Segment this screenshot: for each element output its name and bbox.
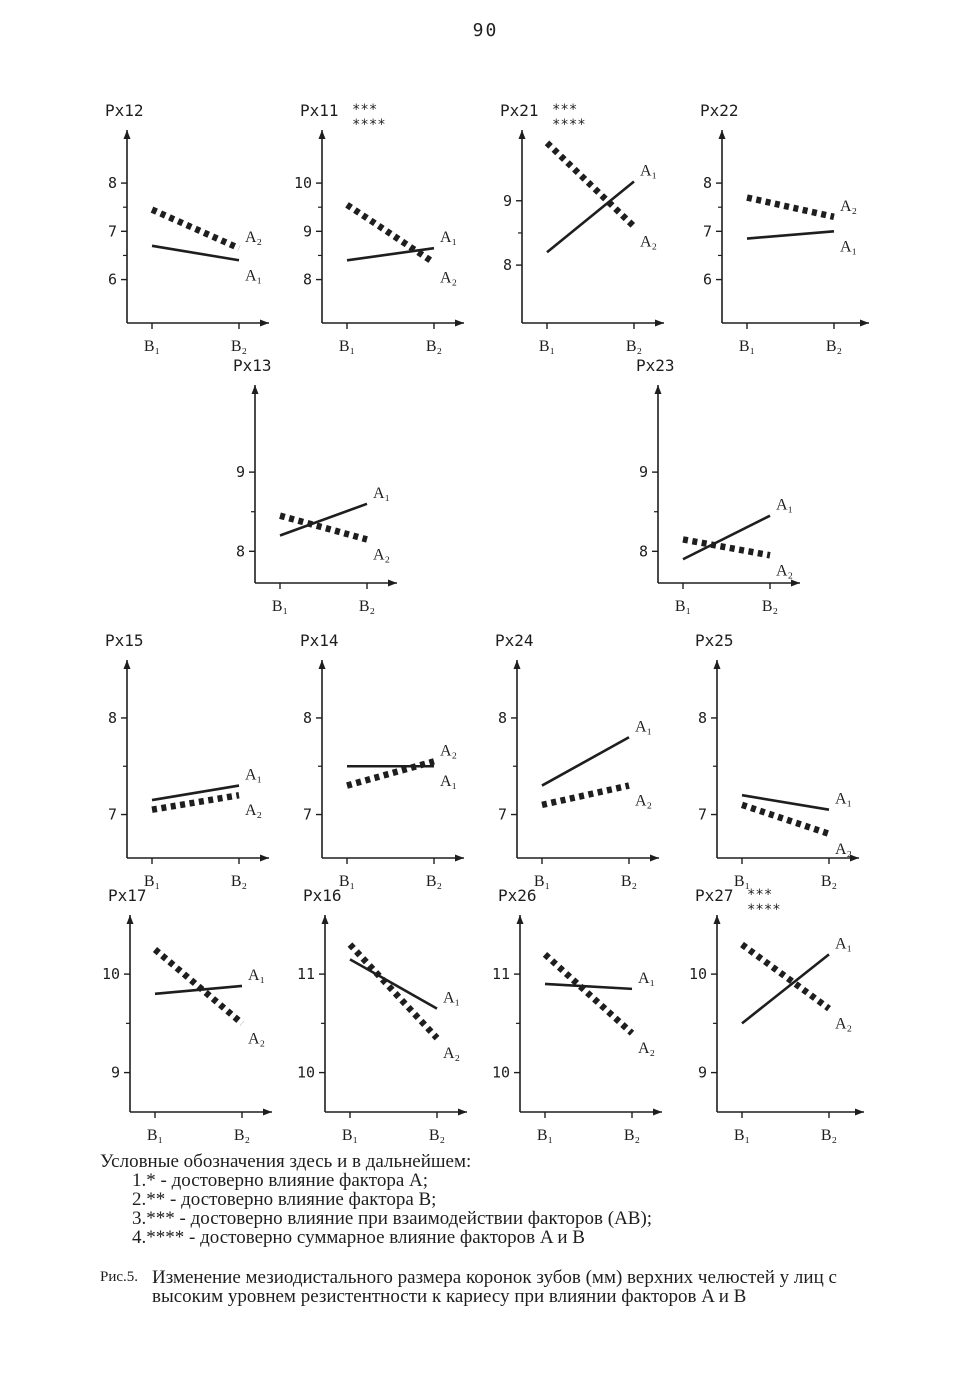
series-label: A₂ <box>443 1045 461 1063</box>
series-label: A₁ <box>840 238 858 256</box>
chart-panel <box>492 886 662 1144</box>
series-line-a2 <box>542 786 629 805</box>
chart-panel <box>500 101 664 355</box>
y-tick-label: 10 <box>101 965 120 984</box>
y-axis-arrow <box>124 660 131 669</box>
x-axis-arrow <box>455 855 464 862</box>
y-tick-label: 7 <box>107 222 117 241</box>
series-label: A₂ <box>245 802 263 820</box>
x-axis-arrow <box>650 855 659 862</box>
y-tick-label: 7 <box>697 805 707 824</box>
x-axis-arrow <box>855 1109 864 1116</box>
series-label: A₂ <box>638 1040 656 1058</box>
series-label: A₁ <box>440 773 458 791</box>
series-line-a2 <box>747 198 834 217</box>
series-label: A₁ <box>640 162 658 180</box>
series-line-a1 <box>742 954 829 1023</box>
chart-title: Px15 <box>105 631 144 650</box>
y-axis-arrow <box>517 915 524 924</box>
x-axis-arrow <box>655 320 664 327</box>
x-tick-label: B₂ <box>820 1127 838 1144</box>
series-line-a2 <box>350 945 437 1039</box>
chart-title: Px17 <box>108 886 147 905</box>
chart-panel <box>695 631 859 890</box>
y-tick-label: 10 <box>293 174 312 193</box>
chart-panel <box>297 886 467 1144</box>
significance-stars: *** <box>747 887 773 903</box>
x-axis-arrow <box>653 1109 662 1116</box>
x-tick-label: B₁ <box>341 1127 359 1144</box>
series-label: A₁ <box>248 966 266 984</box>
y-axis-arrow <box>124 130 131 139</box>
figure-caption <box>100 1268 840 1306</box>
series-label: A₂ <box>248 1030 266 1048</box>
x-tick-label: B₁ <box>533 873 551 890</box>
chart-panel <box>233 356 397 615</box>
y-tick-label: 8 <box>638 542 648 561</box>
series-label: A₂ <box>440 269 458 287</box>
y-tick-label: 8 <box>107 708 117 727</box>
y-axis-arrow <box>322 915 329 924</box>
y-tick-label: 11 <box>491 965 510 984</box>
y-tick-label: 10 <box>296 1063 315 1082</box>
x-tick-label: B₂ <box>620 873 638 890</box>
series-label: A₂ <box>776 562 794 580</box>
y-tick-label: 8 <box>302 708 312 727</box>
y-tick-label: 9 <box>110 1063 120 1082</box>
x-tick-label: B₁ <box>146 1127 164 1144</box>
chart-title: Px13 <box>233 356 272 375</box>
series-label: A₂ <box>635 792 653 810</box>
chart-title: Px11 <box>300 101 339 120</box>
chart-panel <box>689 886 864 1144</box>
significance-stars: **** <box>747 902 781 918</box>
series-line-a2 <box>742 945 829 1009</box>
x-tick-label: B₂ <box>623 1127 641 1144</box>
chart-title: Px24 <box>495 631 534 650</box>
series-label: A₂ <box>245 229 263 247</box>
y-axis-arrow <box>514 660 521 669</box>
x-tick-label: B₁ <box>733 873 751 890</box>
x-tick-label: B₂ <box>230 873 248 890</box>
series-label: A₁ <box>776 496 794 514</box>
y-tick-label: 6 <box>107 270 117 289</box>
y-tick-label: 10 <box>491 1063 510 1082</box>
series-label: A₁ <box>373 484 391 502</box>
x-axis-arrow <box>263 1109 272 1116</box>
y-axis-arrow <box>714 660 721 669</box>
y-tick-label: 8 <box>107 174 117 193</box>
y-tick-label: 8 <box>235 542 245 561</box>
chart-title: Px21 <box>500 101 539 120</box>
y-tick-label: 9 <box>697 1063 707 1082</box>
y-tick-label: 9 <box>502 191 512 210</box>
x-tick-label: B₂ <box>358 598 376 615</box>
x-tick-label: B₂ <box>230 338 248 355</box>
series-label: A₁ <box>835 935 853 953</box>
legend-item: 2.** - достоверно влияние фактора B; <box>132 1189 437 1210</box>
series-line-a1 <box>152 246 239 260</box>
page-number: 90 <box>472 20 499 41</box>
x-tick-label: B₁ <box>674 598 692 615</box>
x-axis-arrow <box>455 320 464 327</box>
series-line-a1 <box>683 516 770 560</box>
chart-title: Px14 <box>300 631 339 650</box>
y-tick-label: 7 <box>702 222 712 241</box>
series-label: A₂ <box>440 742 458 760</box>
series-label: A₂ <box>835 1015 853 1033</box>
x-tick-label: B₂ <box>425 338 443 355</box>
series-label: A₁ <box>440 229 458 247</box>
y-axis-arrow <box>719 130 726 139</box>
y-tick-label: 9 <box>235 463 245 482</box>
chart-panel <box>105 631 269 890</box>
x-axis-arrow <box>791 580 800 587</box>
series-line-a1 <box>747 231 834 238</box>
series-label: A₁ <box>443 989 461 1007</box>
x-tick-label: B₁ <box>271 598 289 615</box>
x-tick-label: B₁ <box>143 338 161 355</box>
significance-stars: **** <box>552 117 586 133</box>
series-label: A₁ <box>245 766 263 784</box>
x-tick-label: B₂ <box>425 873 443 890</box>
series-label: A₁ <box>835 790 853 808</box>
x-tick-label: B₁ <box>538 338 556 355</box>
series-line-a1 <box>542 737 629 785</box>
x-tick-label: B₂ <box>820 873 838 890</box>
chart-panel <box>700 101 869 355</box>
y-axis-arrow <box>519 130 526 139</box>
series-label: A₁ <box>638 969 656 987</box>
chart-title: Px23 <box>636 356 675 375</box>
x-tick-label: B₁ <box>536 1127 554 1144</box>
series-label: A₂ <box>373 546 391 564</box>
chart-title: Px27 <box>695 886 734 905</box>
legend-heading: Условные обозначения здесь и в дальнейшем: <box>100 1151 472 1172</box>
chart-panel <box>102 886 272 1144</box>
chart-title: Px12 <box>105 101 144 120</box>
series-line-a2 <box>152 210 239 249</box>
y-tick-label: 11 <box>296 965 315 984</box>
series-label: A₂ <box>835 840 853 858</box>
series-label: A₂ <box>640 233 658 251</box>
x-tick-label: B₁ <box>738 338 756 355</box>
x-axis-arrow <box>260 855 269 862</box>
y-tick-label: 9 <box>302 222 312 241</box>
y-tick-label: 7 <box>302 805 312 824</box>
x-tick-label: B₂ <box>233 1127 251 1144</box>
series-line-a1 <box>545 984 632 989</box>
x-tick-label: B₂ <box>625 338 643 355</box>
y-axis-arrow <box>714 915 721 924</box>
significance-stars: *** <box>552 102 578 118</box>
x-tick-label: B₁ <box>338 338 356 355</box>
x-tick-label: B₂ <box>761 598 779 615</box>
y-tick-label: 8 <box>697 708 707 727</box>
caption-label: Рис.5. <box>100 1269 139 1285</box>
y-tick-label: 9 <box>638 463 648 482</box>
series-line-a2 <box>547 143 634 227</box>
chart-title: Px25 <box>695 631 734 650</box>
series-label: A₂ <box>840 197 858 215</box>
series-label: A₁ <box>635 718 653 736</box>
legend-item: 4.**** - достоверно суммарное влияние факторов A и B <box>132 1227 585 1248</box>
y-tick-label: 10 <box>688 965 707 984</box>
x-axis-arrow <box>388 580 397 587</box>
chart-panel <box>300 631 464 890</box>
chart-title: Px22 <box>700 101 739 120</box>
x-axis-arrow <box>260 320 269 327</box>
chart-panel <box>636 356 800 615</box>
y-tick-label: 7 <box>107 805 117 824</box>
x-tick-label: B₁ <box>338 873 356 890</box>
legend-item: 1.* - достоверно влияние фактора A; <box>132 1170 429 1191</box>
series-line-a2 <box>742 805 829 834</box>
x-tick-label: B₂ <box>428 1127 446 1144</box>
y-axis-arrow <box>655 385 662 394</box>
legend <box>100 1152 860 1247</box>
series-label: A₁ <box>245 267 263 285</box>
legend-item: 3.*** - достоверно влияние при взаимодействии факторов (AB); <box>132 1208 653 1229</box>
y-tick-label: 8 <box>502 256 512 275</box>
y-axis-arrow <box>319 130 326 139</box>
y-tick-label: 6 <box>702 270 712 289</box>
x-tick-label: B₁ <box>143 873 161 890</box>
y-axis-arrow <box>252 385 259 394</box>
x-axis-arrow <box>458 1109 467 1116</box>
y-tick-label: 7 <box>497 805 507 824</box>
significance-stars: *** <box>352 102 378 118</box>
y-axis-arrow <box>319 660 326 669</box>
series-line-a1 <box>152 786 239 800</box>
x-tick-label: B₁ <box>733 1127 751 1144</box>
y-tick-label: 8 <box>302 270 312 289</box>
chart-title: Px26 <box>498 886 537 905</box>
y-tick-label: 8 <box>702 174 712 193</box>
significance-stars: **** <box>352 117 386 133</box>
chart-panel <box>294 101 464 355</box>
x-axis-arrow <box>860 320 869 327</box>
chart-title: Px16 <box>303 886 342 905</box>
series-line-a2 <box>545 954 632 1033</box>
chart-panel <box>495 631 659 890</box>
chart-panel <box>105 101 269 355</box>
y-tick-label: 8 <box>497 708 507 727</box>
x-tick-label: B₂ <box>825 338 843 355</box>
caption-text: Изменение мезиодистального размера коронок зубов (мм) верхних челюстей у лиц с высоким уровнем резистентности к кариесу при влиянии факторов A и B <box>152 1267 837 1307</box>
series-line-a1 <box>350 959 437 1008</box>
y-axis-arrow <box>127 915 134 924</box>
